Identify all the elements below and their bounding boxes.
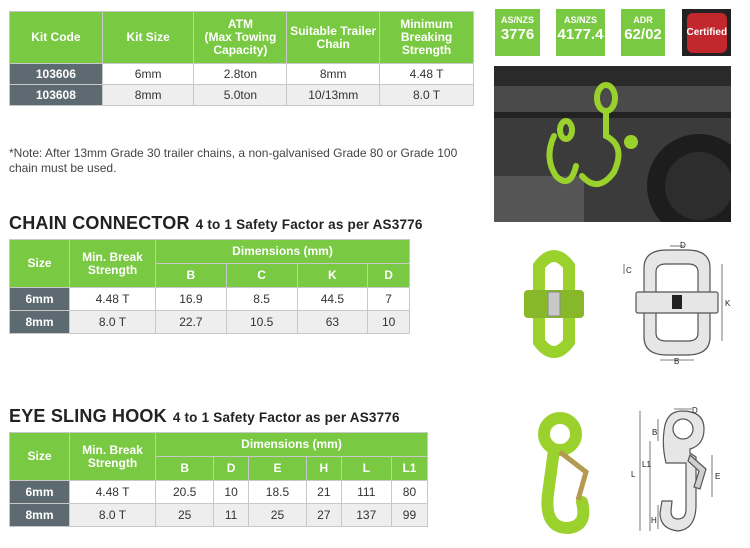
diagram-label-e: E (715, 472, 721, 481)
esh-l1: 80 (391, 481, 427, 504)
diagram-label-l: L (631, 470, 636, 479)
cc-header-c: C (226, 264, 297, 288)
kit-header-code: Kit Code (10, 12, 103, 64)
kit-header-atm: ATM (Max Towing Capacity) (194, 12, 287, 64)
table-row (10, 311, 410, 334)
cc-header-break: Min. Break Strength (70, 240, 156, 288)
cc-header-d: D (368, 264, 410, 288)
kit-strength: 8.0 T (380, 85, 474, 106)
kit-code: 103608 (10, 85, 103, 106)
esh-header-h: H (307, 457, 341, 481)
cc-k: 44.5 (297, 288, 368, 311)
chain-connector-table (9, 239, 410, 334)
chain-connector-diagram (622, 240, 740, 365)
cc-break: 4.48 T (70, 288, 156, 311)
diagram-label-h: H (651, 516, 657, 525)
eye-sling-hook-diagram (626, 405, 744, 543)
esh-l: 111 (341, 481, 391, 504)
badge-big-text: 4177.4 (557, 26, 604, 43)
table-row (10, 288, 410, 311)
esh-break: 4.48 T (70, 481, 156, 504)
esh-header-e: E (248, 457, 306, 481)
diagram-label-d: D (680, 241, 686, 250)
cc-b: 16.9 (156, 288, 227, 311)
eye-sling-hook-subtitle: 4 to 1 Safety Factor as per AS3776 (172, 410, 400, 425)
badge-big-text: 62/02 (624, 26, 662, 43)
chain-connector-subtitle: 4 to 1 Safety Factor as per AS3776 (195, 217, 423, 232)
eye-sling-hook-title (9, 406, 400, 427)
kit-code: 103606 (10, 64, 103, 85)
kit-size: 8mm (102, 85, 194, 106)
eye-sling-hook-table (9, 432, 428, 527)
footnote: *Note: After 13mm Grade 30 trailer chains, a non-galvanised Grade 80 or Grade 100 chain must be used. (9, 146, 458, 175)
diagram-label-l1: L1 (642, 460, 651, 469)
diagram-label-c: C (626, 266, 632, 275)
table-row (10, 481, 428, 504)
table-row (10, 85, 474, 106)
esh-header-b: B (156, 457, 214, 481)
cc-header-dims: Dimensions (mm) (156, 240, 410, 264)
esh-header-l1: L1 (391, 457, 427, 481)
product-photo (494, 66, 731, 222)
diagram-label-b: B (652, 428, 658, 437)
esh-break: 8.0 T (70, 504, 156, 527)
kit-table (9, 11, 474, 106)
chain-connector-heading: CHAIN CONNECTOR (9, 213, 190, 233)
certified-seal: Certified (687, 13, 727, 53)
esh-e: 18.5 (248, 481, 306, 504)
cc-d: 7 (368, 288, 410, 311)
cc-b: 22.7 (156, 311, 227, 334)
cc-c: 8.5 (226, 288, 297, 311)
esh-header-d: D (214, 457, 248, 481)
badge-asnzs-3776 (495, 9, 540, 56)
badge-small-text: ADR (633, 15, 653, 25)
diagram-label-d: D (692, 406, 698, 415)
cc-header-b: B (156, 264, 227, 288)
cc-header-row (10, 240, 410, 264)
cc-header-k: K (297, 264, 368, 288)
esh-header-row (10, 433, 428, 457)
badge-big-text: 3776 (500, 26, 535, 43)
kit-size: 6mm (102, 64, 194, 85)
kit-chain: 8mm (287, 64, 380, 85)
cc-c: 10.5 (226, 311, 297, 334)
esh-d: 10 (214, 481, 248, 504)
esh-b: 25 (156, 504, 214, 527)
badge-small-text: AS/NZS (500, 15, 534, 25)
kit-atm: 2.8ton (194, 64, 287, 85)
kit-header-strength: Minimum Breaking Strength (380, 12, 474, 64)
diagram-label-b: B (674, 357, 680, 365)
esh-header-l: L (341, 457, 391, 481)
table-row (10, 504, 428, 527)
chain-connector-title (9, 213, 423, 234)
cc-break: 8.0 T (70, 311, 156, 334)
esh-header-dims: Dimensions (mm) (156, 433, 428, 457)
cc-k: 63 (297, 311, 368, 334)
table-row (10, 64, 474, 85)
badge-certified (682, 9, 731, 56)
kit-header-row (10, 12, 474, 64)
diagram-label-k: K (725, 299, 731, 308)
eye-sling-hook-heading: EYE SLING HOOK (9, 406, 167, 426)
esh-h: 21 (307, 481, 341, 504)
cc-size: 6mm (10, 288, 70, 311)
esh-h: 27 (307, 504, 341, 527)
esh-d: 11 (214, 504, 248, 527)
kit-atm: 5.0ton (194, 85, 287, 106)
kit-strength: 4.48 T (380, 64, 474, 85)
eye-sling-hook-image (520, 410, 600, 542)
kit-header-size: Kit Size (102, 12, 194, 64)
badge-asnzs-4177 (556, 9, 605, 56)
esh-header-size: Size (10, 433, 70, 481)
cc-d: 10 (368, 311, 410, 334)
kit-header-chain: Suitable Trailer Chain (287, 12, 380, 64)
chain-connector-image (514, 244, 594, 364)
cc-size: 8mm (10, 311, 70, 334)
esh-l: 137 (341, 504, 391, 527)
esh-l1: 99 (391, 504, 427, 527)
badge-adr (621, 9, 665, 56)
badge-small-text: AS/NZS (563, 15, 597, 25)
kit-chain: 10/13mm (287, 85, 380, 106)
esh-size: 6mm (10, 481, 70, 504)
esh-b: 20.5 (156, 481, 214, 504)
esh-size: 8mm (10, 504, 70, 527)
esh-e: 25 (248, 504, 306, 527)
cc-header-size: Size (10, 240, 70, 288)
esh-header-break: Min. Break Strength (70, 433, 156, 481)
